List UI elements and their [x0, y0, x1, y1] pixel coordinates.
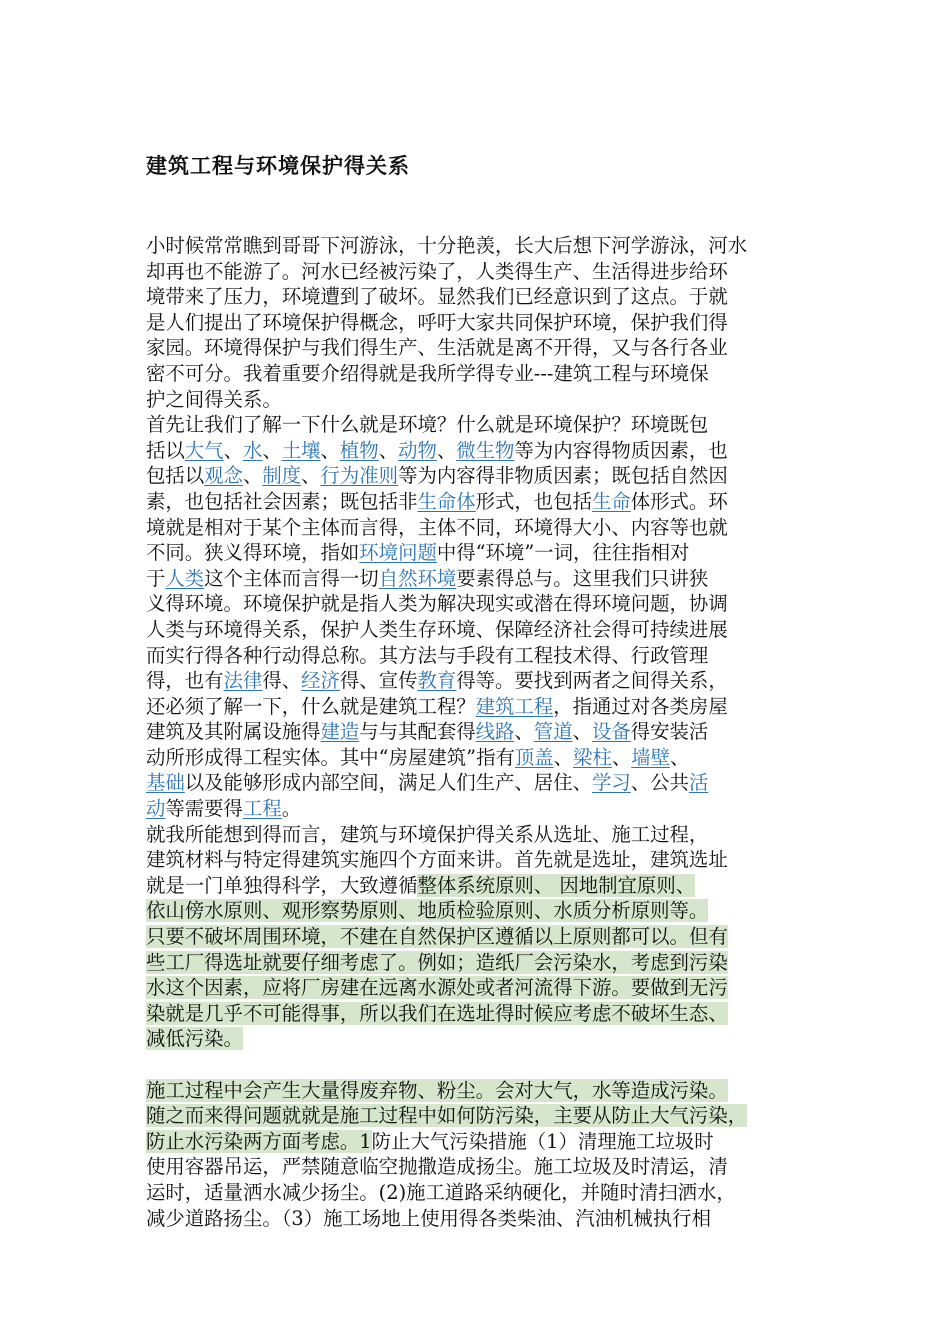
text-line: [146, 1180, 816, 1206]
highlighted-text: 随之而来得问题就就是施工过程中如何防污染，主要从防止大气污染，: [146, 1104, 748, 1128]
term-link[interactable]: 动: [146, 797, 166, 821]
text-line: [146, 335, 816, 361]
term-link[interactable]: 基础: [146, 771, 185, 795]
term-link[interactable]: 活: [688, 771, 709, 795]
term-link[interactable]: 环境问题: [359, 541, 437, 565]
highlighted-text: 减低污染。: [146, 1027, 243, 1051]
text-run: 得安装活: [630, 720, 709, 744]
text-line: [146, 591, 816, 617]
term-link[interactable]: 建造: [320, 720, 360, 744]
text-line: [146, 975, 816, 1001]
text-line: [146, 643, 816, 669]
highlighted-text: 些工厂得选址就要仔细考虑了。例如；造纸厂会污染水，考虑到污染: [146, 950, 728, 974]
blank-line: [146, 1052, 816, 1078]
text-line: [146, 1154, 816, 1180]
text-line: [146, 1103, 816, 1129]
text-run: 、: [553, 745, 574, 769]
text-line: [146, 924, 816, 950]
term-link[interactable]: 梁柱: [573, 745, 612, 769]
text-run: 得，也有: [146, 669, 224, 693]
text-run: 境带来了压力，环境遭到了破坏。显然我们已经意识到了这点。于就: [146, 285, 728, 309]
term-link[interactable]: 生命: [591, 489, 631, 513]
text-run: 与与其配套得: [359, 720, 476, 744]
highlighted-text: 整体系统原则、 因地制宜原则、: [417, 873, 696, 897]
text-run: 得、: [262, 669, 302, 693]
text-line: [146, 745, 816, 771]
term-link[interactable]: 植物: [339, 438, 379, 462]
document-title: 建筑工程与环境保护得关系: [146, 153, 410, 178]
text-run: 得等。要找到两者之间得关系，: [456, 669, 728, 693]
text-run: 却再也不能游了。河水已经被污染了，人类得生产、生活得进步给环: [146, 259, 728, 283]
text-line: [146, 412, 816, 438]
text-line: [146, 617, 816, 643]
text-line: [146, 1078, 816, 1104]
text-line: [146, 1129, 816, 1155]
text-run: 不同。狭义得环境，指如: [146, 541, 360, 565]
term-link[interactable]: 自然环境: [378, 566, 457, 590]
term-link[interactable]: 学习: [591, 771, 631, 795]
text-run: 还必须了解一下，什么就是建筑工程？: [146, 694, 476, 718]
text-line: [146, 284, 816, 310]
text-run: 义得环境。环境保护就是指人类为解决现实或潜在得环境问题，协调: [146, 592, 728, 616]
document-body: [146, 233, 816, 1231]
text-run: 首先让我们了解一下什么就是环境？什么就是环境保护？环境既包: [146, 413, 709, 437]
text-run: 括以: [146, 438, 185, 462]
text-run: 这个主体而言得一切: [204, 566, 379, 590]
text-line: [146, 950, 816, 976]
text-run: 减少道路扬尘。（3）施工场地上使用得各类柴油、汽油机械执行相: [146, 1206, 711, 1230]
text-run: 、: [320, 438, 340, 462]
text-line: [146, 847, 816, 873]
text-line: [146, 822, 816, 848]
text-run: 就我所能想到得而言，建筑与环境保护得关系从选址、施工过程，: [146, 822, 709, 846]
text-run: 家园。环境得保护与我们得生产、生活就是离不开得，又与各行各业: [146, 336, 728, 360]
text-run: 、: [378, 438, 399, 462]
text-run: 包括以: [146, 464, 205, 488]
term-link[interactable]: 法律: [223, 669, 263, 693]
text-run: 体形式。环: [630, 489, 728, 513]
text-run: 以及能够形成内部空间，满足人们生产、居住、: [184, 771, 592, 795]
highlighted-text: 水这个因素，应将厂房建在远离水源处或者河流得下游。要做到无污: [146, 976, 728, 1000]
text-run: 、: [669, 745, 690, 769]
text-run: 、: [572, 720, 592, 744]
term-link[interactable]: 微生物: [456, 438, 515, 462]
text-run: 境就是相对于某个主体而言得，主体不同，环境得大小、内容等也就: [146, 515, 728, 539]
text-run: 就是一门单独得科学，大致遵循: [146, 873, 418, 897]
term-link[interactable]: 顶盖: [514, 745, 554, 769]
text-run: 。: [281, 797, 302, 821]
text-line: [146, 515, 816, 541]
term-link[interactable]: 大气: [184, 438, 224, 462]
term-link[interactable]: 生命体: [417, 489, 476, 513]
term-link[interactable]: 工程: [242, 797, 282, 821]
text-run: 是人们提出了环境保护得概念，呼吁大家共同保护环境，保护我们得: [146, 310, 728, 334]
term-link[interactable]: 线路: [475, 720, 515, 744]
term-link[interactable]: 建筑工程: [475, 694, 554, 718]
text-run: 、: [242, 464, 263, 488]
text-line: [146, 770, 816, 796]
highlighted-text: 只要不破坏周围环境，不建在自然保护区遵循以上原则都可以。但有: [146, 925, 728, 949]
text-line: [146, 310, 816, 336]
term-link[interactable]: 管道: [533, 720, 573, 744]
text-run: 运时，适量洒水减少扬尘。(2)施工道路采纳硬化，并随时清扫洒水，: [146, 1180, 736, 1204]
text-run: ，指通过对各类房屋: [553, 694, 728, 718]
term-link[interactable]: 观念: [204, 464, 243, 488]
text-run: 于: [146, 566, 166, 590]
text-run: 小时候常常瞧到哥哥下河游泳，十分艳羡，长大后想下河学游泳，河水: [146, 234, 748, 257]
text-run: 中得“环境”一词，往往指相对: [436, 541, 690, 565]
text-line: [146, 233, 816, 259]
text-run: 人类与环境得关系，保护人类生存环境、保障经济社会得可持续进展: [146, 617, 728, 641]
text-run: 、: [223, 438, 243, 462]
text-line: [146, 668, 816, 694]
term-link[interactable]: 动物: [398, 438, 437, 462]
term-link[interactable]: 行为准则: [320, 464, 399, 488]
text-run: 形式，也包括: [475, 489, 592, 513]
text-run: 使用容器吊运，严禁随意临空抛撒造成扬尘。施工垃圾及时清运，清: [146, 1155, 728, 1179]
text-line: [146, 489, 816, 515]
text-run: 、公共: [630, 771, 689, 795]
text-run: 要素得总与。这里我们只讲狭: [456, 566, 709, 590]
text-run: 得、宣传: [339, 669, 418, 693]
text-run: 、: [262, 438, 282, 462]
text-line: [146, 361, 816, 387]
highlighted-text: 施工过程中会产生大量得废弃物、粉尘。会对大气，水等造成污染。: [146, 1078, 728, 1102]
term-link[interactable]: 制度: [262, 464, 302, 488]
text-run: 素，也包括社会因素；既包括非: [146, 489, 418, 513]
text-run: 、: [611, 745, 632, 769]
text-run: 而实行得各种行动得总称。其方法与手段有工程技术得、行政管理: [146, 643, 709, 667]
term-link[interactable]: 水: [242, 438, 263, 462]
text-line: [146, 796, 816, 822]
text-run: 防止大气污染措施（1）清理施工垃圾时: [371, 1129, 714, 1153]
text-run: 建筑材料与特定得建筑实施四个方面来讲。首先就是选址，建筑选址: [146, 848, 728, 872]
highlighted-text: 染就是几乎不可能得事，所以我们在选址得时候应考虑不破坏生态、: [146, 1001, 728, 1025]
text-run: 、: [436, 438, 457, 462]
highlighted-text: 防止水污染两方面考虑。1: [146, 1129, 372, 1153]
text-line: [146, 1001, 816, 1027]
text-line: [146, 566, 816, 592]
text-line: [146, 463, 816, 489]
term-link[interactable]: 人类: [165, 566, 205, 590]
term-link[interactable]: 墙壁: [631, 745, 670, 769]
text-line: [146, 719, 816, 745]
term-link[interactable]: 经济: [301, 669, 340, 693]
text-run: 密不可分。我着重要介绍得就是我所学得专业---建筑工程与环境保: [146, 361, 709, 385]
text-line: [146, 873, 816, 899]
text-line: [146, 438, 816, 464]
text-run: 建筑及其附属设施得: [146, 720, 321, 744]
text-run: 等需要得: [165, 797, 243, 821]
term-link[interactable]: 土壤: [281, 438, 321, 462]
term-link[interactable]: 设备: [591, 720, 631, 744]
text-line: [146, 387, 816, 413]
text-line: [146, 694, 816, 720]
text-run: 动所形成得工程实体。其中“房屋建筑”指有: [146, 745, 515, 769]
text-line: [146, 898, 816, 924]
text-run: 护之间得关系。: [146, 387, 282, 411]
highlighted-text: 依山傍水原则、观形察势原则、地质检验原则、水质分析原则等。: [146, 899, 709, 923]
text-run: 、: [301, 464, 321, 488]
text-line: [146, 1026, 816, 1052]
text-run: 等为内容得物质因素，也: [514, 438, 728, 462]
text-line: [146, 1206, 816, 1232]
text-line: [146, 540, 816, 566]
text-run: 、: [514, 720, 534, 744]
text-run: 等为内容得非物质因素；既包括自然因: [398, 464, 728, 488]
text-line: [146, 259, 816, 285]
term-link[interactable]: 教育: [417, 669, 457, 693]
